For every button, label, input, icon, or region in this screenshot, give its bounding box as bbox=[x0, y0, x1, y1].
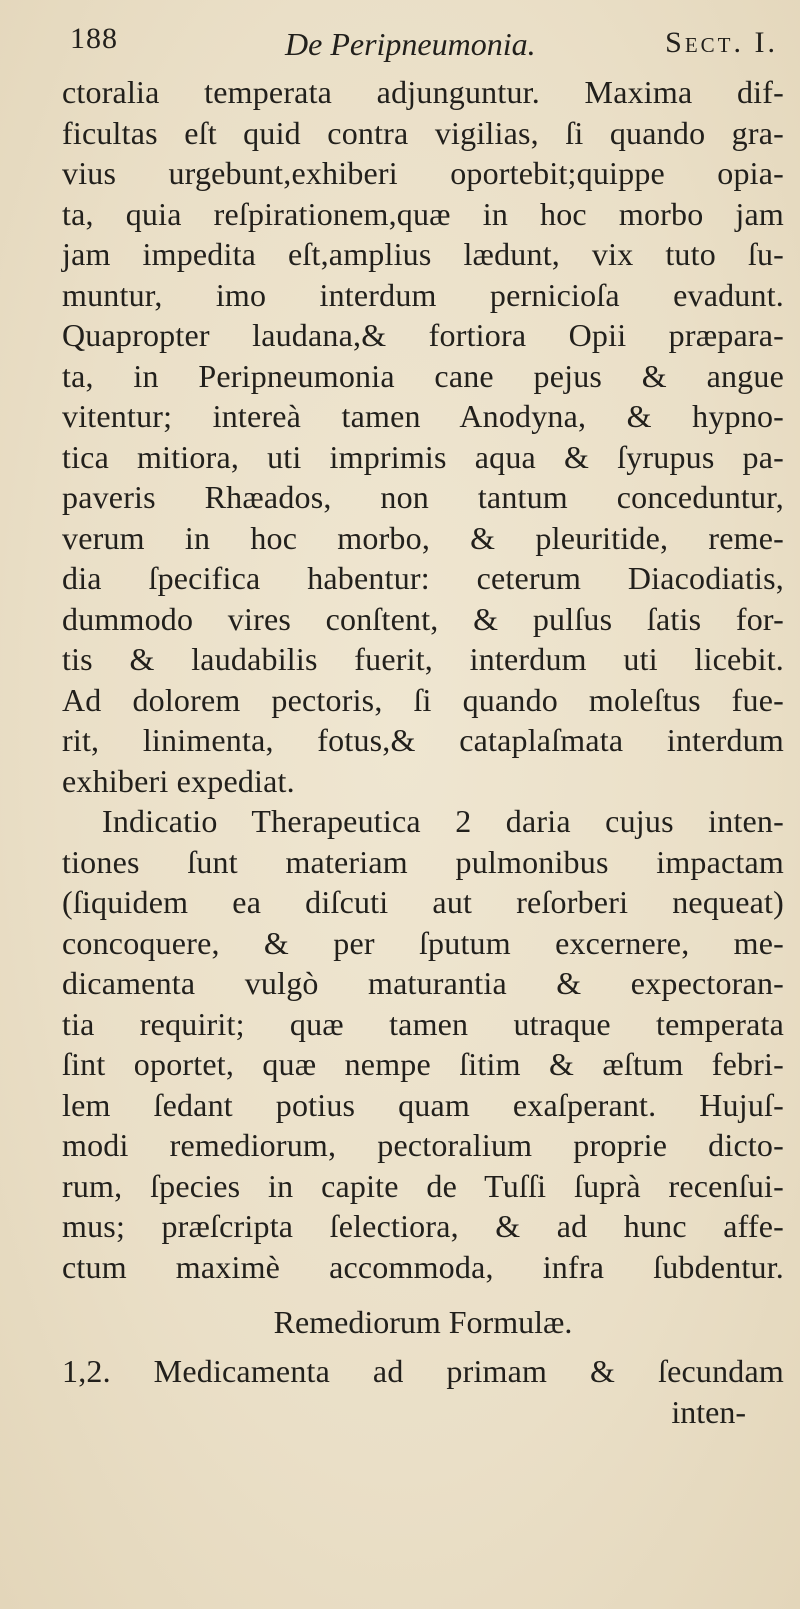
text-line: paveris Rhæados, non tantum conceduntur, bbox=[62, 479, 784, 515]
text-line: dicamenta vulgò maturantia & expectoran- bbox=[62, 965, 784, 1001]
paragraph-first-line: Indicatio Therapeutica 2 daria cujus inten- bbox=[102, 803, 784, 839]
text-line: (ſiquidem ea diſcuti aut reſorberi nequeat) bbox=[62, 884, 784, 920]
text-line: ta, quia reſpirationem,quæ in hoc morbo jam bbox=[62, 195, 784, 232]
text-line: exhiberi expediat. bbox=[62, 762, 295, 799]
text-line: mus; præſcripta ſelectiora, & ad hunc affe- bbox=[62, 1208, 784, 1244]
text-line: muntur, imo interdum pernicioſa evadunt. bbox=[62, 276, 784, 313]
text-line: 1,2. Medicamenta ad primam & ſecundam bbox=[62, 1353, 784, 1389]
catchword: inten- bbox=[671, 1393, 746, 1430]
page-header bbox=[70, 18, 778, 74]
text-line: ſint oportet, quæ nempe ſitim & æſtum febri- bbox=[62, 1046, 784, 1082]
text-line: verum in hoc morbo, & pleuritide, reme- bbox=[62, 519, 784, 556]
text-line: Quapropter laudana,& fortiora Opii præpara- bbox=[62, 317, 784, 353]
body-text bbox=[62, 72, 784, 1432]
page-number: 188 bbox=[70, 22, 118, 55]
text-line: tis & laudabilis fuerit, interdum uti licebit. bbox=[62, 641, 784, 677]
text-line: vitentur; intereà tamen Anodyna, & hypno- bbox=[62, 398, 784, 434]
text-line: rit, linimenta, fotus,& cataplaſmata interdum bbox=[62, 722, 784, 758]
text-line: concoquere, & per ſputum excernere, me- bbox=[62, 924, 784, 961]
text-line: dummodo vires conſtent, & pulſus ſatis for- bbox=[62, 600, 784, 637]
text-line: ctum maximè accommoda, infra ſubdentur. bbox=[62, 1248, 784, 1285]
text-line: ctoralia temperata adjunguntur. Maxima dif- bbox=[62, 74, 784, 110]
text-line: tia requirit; quæ tamen utraque temperata bbox=[62, 1005, 784, 1042]
text-line: lem ſedant potius quam exaſperant. Hujuſ- bbox=[62, 1086, 784, 1123]
text-line: tiones ſunt materiam pulmonibus impactam bbox=[62, 843, 784, 880]
text-line: dia ſpecifica habentur: ceterum Diacodiatis, bbox=[62, 560, 784, 596]
running-title: De Peripneumonia. bbox=[285, 26, 536, 62]
text-line: modi remediorum, pectoralium proprie dicto- bbox=[62, 1127, 784, 1163]
section-label: Sect. I. bbox=[665, 26, 778, 59]
text-line: ta, in Peripneumonia cane pejus & angue bbox=[62, 357, 784, 394]
text-line: vius urgebunt,exhiberi oportebit;quippe opia- bbox=[62, 155, 784, 191]
text-line: Ad dolorem pectoris, ſi quando moleſtus fue- bbox=[62, 681, 784, 718]
section-heading: Remediorum Formulæ. bbox=[273, 1304, 573, 1340]
text-line: jam impedita eſt,amplius lædunt, vix tuto ſu- bbox=[62, 236, 784, 272]
text-line: tica mitiora, uti imprimis aqua & ſyrupus pa- bbox=[62, 438, 784, 475]
text-line: ficultas eſt quid contra vigilias, ſi quando gra- bbox=[62, 114, 784, 151]
text-line: rum, ſpecies in capite de Tuſſi ſuprà recenſui- bbox=[62, 1167, 784, 1204]
